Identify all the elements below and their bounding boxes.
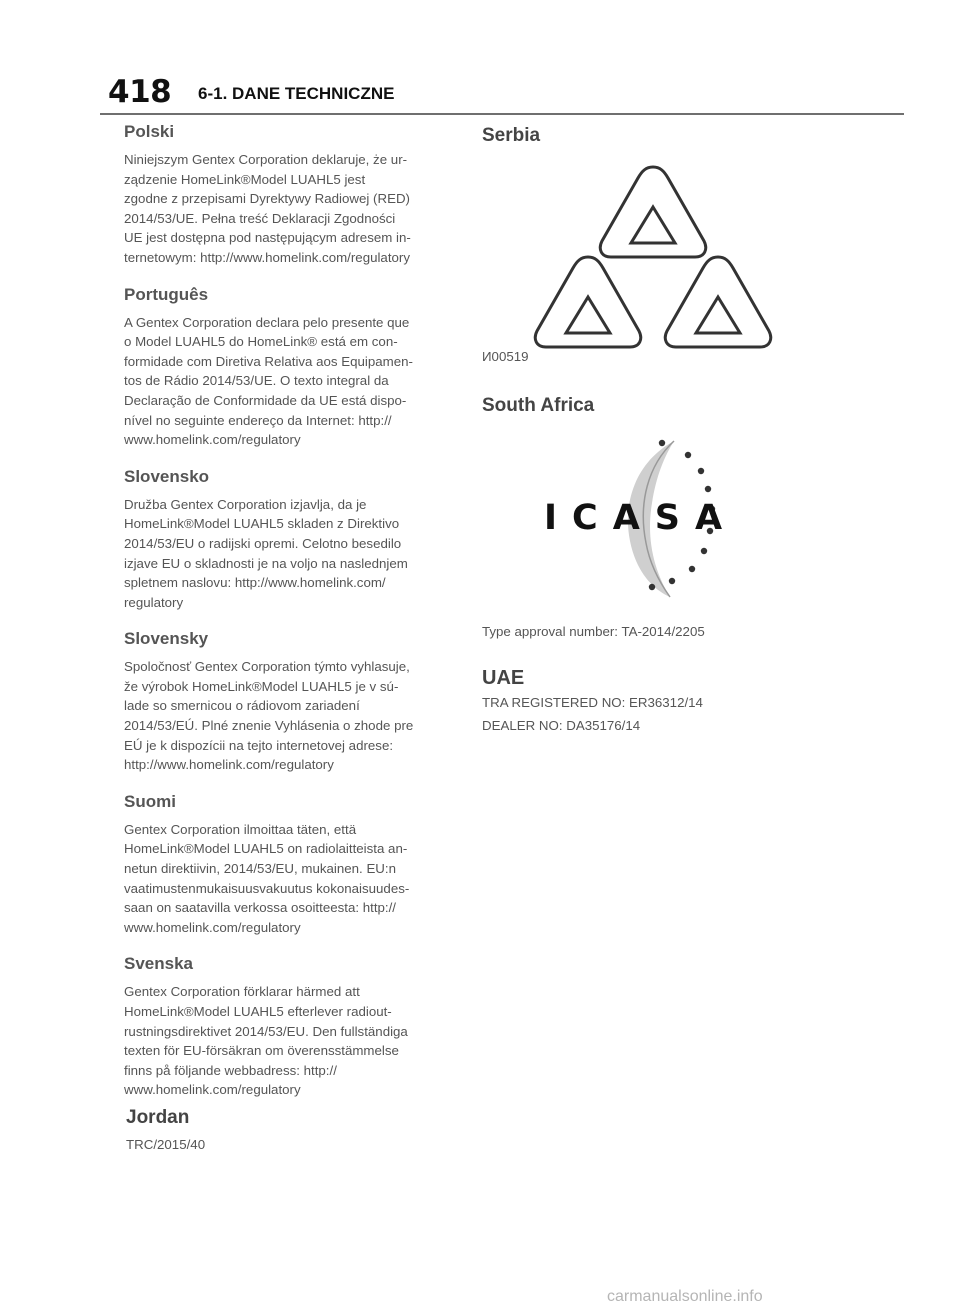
body-line: UE jest dostępna pod następującym adresem in- bbox=[124, 230, 411, 246]
body-line: HomeLink®Model LUAHL5 skladen z Direktivo bbox=[124, 516, 400, 532]
body-line: www.homelink.com/regulatory bbox=[124, 1082, 301, 1098]
serbia-triangle-mark-icon bbox=[522, 157, 784, 355]
body-line: netun direktiivin, 2014/53/EU, mukainen. EU:n bbox=[124, 861, 397, 877]
body-line: finns på följande webbadress: http:// bbox=[124, 1062, 337, 1078]
body-line: rustningsdirektivet 2014/53/EU. Den fullständiga bbox=[124, 1023, 408, 1039]
serbia-code: И00519 bbox=[482, 349, 529, 364]
section-title: Jordan bbox=[126, 1107, 190, 1128]
section-jordan bbox=[126, 1105, 205, 1155]
body-line: tos de Rádio 2014/53/UE. O texto integral da bbox=[124, 373, 389, 389]
body-line: 2014/53/EÚ. Plné znenie Vyhlásenia o zhode pre bbox=[124, 718, 414, 734]
chapter-title: 6-1. DANE TECHNICZNE bbox=[198, 84, 395, 103]
section-svenska bbox=[124, 952, 454, 1100]
body-line: zgodne z przepisami Dyrektywy Radiowej (RED) bbox=[124, 191, 410, 207]
body-line: Gentex Corporation ilmoittaa täten, että bbox=[124, 821, 357, 837]
section-portugues bbox=[124, 283, 454, 450]
uae-title: UAE bbox=[482, 667, 525, 689]
section-suomi bbox=[124, 790, 454, 938]
body-line: Declaração de Conformidade da UE está dispo- bbox=[124, 392, 407, 408]
body-line: Spoločnosť Gentex Corporation týmto vyhlasuje, bbox=[124, 659, 410, 675]
body-line: Družba Gentex Corporation izjavlja, da je bbox=[124, 496, 367, 512]
section-title: Svenska bbox=[124, 954, 193, 974]
body-line: HomeLink®Model LUAHL5 on radiolaitteista an- bbox=[124, 841, 408, 857]
body-line: ządzenie HomeLink®Model LUAHL5 jest bbox=[124, 171, 366, 187]
body-line: že výrobok HomeLink®Model LUAHL5 je v sú- bbox=[124, 678, 399, 694]
serbia-title: Serbia bbox=[482, 125, 541, 146]
uae-dealer-no: DEALER NO: DA35176/14 bbox=[482, 718, 641, 733]
body-line: 2014/53/EU o radijski opremi. Celotno besedilo bbox=[124, 535, 402, 551]
section-title: Slovensko bbox=[124, 466, 210, 486]
section-title: Suomi bbox=[124, 791, 176, 811]
uae-registered-no: TRA REGISTERED NO: ER36312/14 bbox=[482, 695, 703, 710]
body-line: ternetowym: http://www.homelink.com/regulatory bbox=[124, 249, 410, 265]
section-body bbox=[124, 313, 454, 450]
body-line: nível no seguinte endereço da Internet: http:// bbox=[124, 412, 392, 428]
section-body bbox=[124, 982, 454, 1100]
body-line: vaatimustenmukaisuusvakuutus kokonaisuudes- bbox=[124, 880, 410, 896]
section-slovensko bbox=[124, 465, 454, 613]
left-column bbox=[124, 120, 454, 1100]
section-body bbox=[124, 150, 454, 268]
body-line: saan on saatavilla verkossa osoitteesta: http:// bbox=[124, 900, 397, 916]
body-line: A Gentex Corporation declara pelo presente que bbox=[124, 314, 410, 330]
section-title: Português bbox=[124, 284, 209, 304]
type-approval-number: Type approval number: TA-2014/2205 bbox=[482, 624, 705, 639]
body-line: regulatory bbox=[124, 594, 184, 610]
section-title: Polski bbox=[124, 122, 175, 141]
icasa-logo-icon bbox=[542, 431, 762, 601]
body-line: EÚ je k dispozícii na tejto internetovej adrese: bbox=[124, 737, 394, 753]
page-number: 418 bbox=[108, 74, 172, 110]
body-line: www.homelink.com/regulatory bbox=[124, 432, 301, 448]
body-line: spletnem naslovu: http://www.homelink.com/ bbox=[124, 575, 386, 591]
section-polski bbox=[124, 120, 454, 268]
body-line: http://www.homelink.com/regulatory bbox=[124, 757, 334, 773]
body-line: lade so smernicou o rádiovom zariadení bbox=[124, 698, 360, 714]
header-rule bbox=[100, 113, 904, 115]
section-body bbox=[124, 657, 454, 775]
body-line: 2014/53/UE. Pełna treść Deklaracji Zgodności bbox=[124, 210, 396, 226]
body-line: formidade com Diretiva Relativa aos Equipamen- bbox=[124, 353, 413, 369]
body-line: HomeLink®Model LUAHL5 efterlever radiout- bbox=[124, 1004, 392, 1019]
body-line: o Model LUAHL5 do HomeLink® está em con- bbox=[124, 334, 398, 350]
body-line: Niniejszym Gentex Corporation deklaruje, że ur- bbox=[124, 152, 408, 167]
section-slovensky bbox=[124, 627, 454, 775]
south-africa-title: South Africa bbox=[482, 395, 595, 416]
icasa-logo-text: ICASA bbox=[544, 498, 738, 538]
body-line: Gentex Corporation förklarar härmed att bbox=[124, 984, 360, 1000]
section-body bbox=[124, 820, 454, 938]
body-line: www.homelink.com/regulatory bbox=[124, 919, 301, 935]
section-title: Slovensky bbox=[124, 629, 209, 649]
body-line: texten för EU-försäkran om överensstämmelse bbox=[124, 1043, 399, 1059]
section-body bbox=[124, 495, 454, 613]
jordan-code: TRC/2015/40 bbox=[126, 1137, 206, 1152]
body-line: izjave EU o skladnosti je na voljo na naslednjem bbox=[124, 555, 408, 571]
watermark: carmanualsonline.info bbox=[607, 1288, 763, 1305]
